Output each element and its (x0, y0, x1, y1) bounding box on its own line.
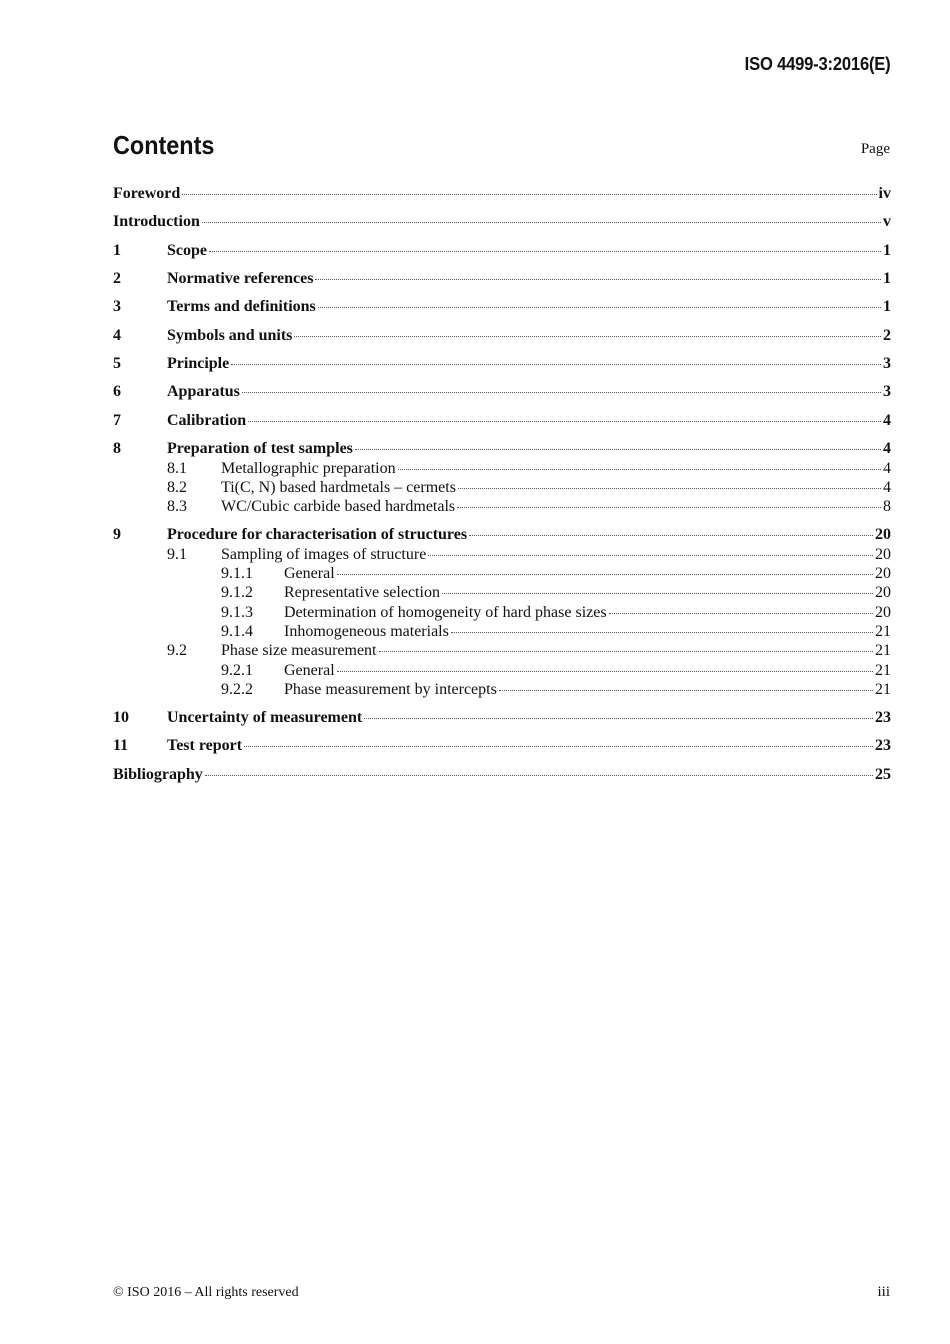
dot-leader (205, 775, 873, 776)
toc-entry-number: 7 (113, 412, 121, 429)
toc-entry[interactable] (113, 440, 891, 458)
toc-entry-page[interactable]: 23 (875, 709, 891, 726)
toc-entry-title[interactable]: Representative selection (284, 584, 440, 601)
dot-leader (355, 449, 881, 450)
dot-leader (294, 336, 881, 337)
toc-entry-page[interactable]: 4 (883, 479, 891, 496)
toc-entry-number: 9.2 (167, 642, 187, 659)
toc-entry-page[interactable]: 2 (883, 327, 891, 344)
toc-entry[interactable] (113, 526, 891, 544)
toc-entry[interactable] (113, 185, 891, 203)
dot-leader (182, 194, 876, 195)
dot-leader (244, 746, 873, 747)
toc-entry-number: 9.2.1 (221, 662, 253, 679)
dot-leader (457, 507, 881, 508)
toc-entry[interactable] (113, 565, 891, 583)
dot-leader (364, 718, 873, 719)
toc-entry[interactable] (113, 623, 891, 641)
toc-entry-title[interactable]: WC/Cubic carbide based hardmetals (221, 498, 456, 515)
toc-entry-title[interactable]: Principle (167, 355, 230, 372)
toc-entry[interactable] (113, 460, 891, 478)
dot-leader (231, 364, 881, 365)
toc-entry[interactable] (113, 213, 891, 231)
toc-entry-number: 9.2.2 (221, 681, 253, 698)
page-number: iii (877, 1284, 890, 1300)
toc-entry-page[interactable]: 21 (875, 681, 891, 698)
toc-entry[interactable] (113, 327, 891, 345)
toc-entry-title[interactable]: General (284, 662, 335, 679)
toc-entry-page[interactable]: 25 (875, 766, 891, 783)
dot-leader (428, 555, 873, 556)
toc-entry-number: 9.1.2 (221, 584, 253, 601)
toc-entry[interactable] (113, 498, 891, 516)
toc-entry-title[interactable]: Symbols and units (167, 327, 293, 344)
toc-entry[interactable] (113, 242, 891, 260)
document-identifier: ISO 4499-3:2016(E) (744, 54, 890, 74)
toc-entry-title[interactable]: Phase size measurement (221, 642, 377, 659)
toc-entry[interactable] (113, 270, 891, 288)
toc-entry-number: 9.1 (167, 546, 187, 563)
copyright-notice: © ISO 2016 – All rights reserved (113, 1285, 299, 1300)
dot-leader (337, 671, 873, 672)
toc-entry-number: 3 (113, 298, 121, 315)
toc-entry[interactable] (113, 298, 891, 316)
toc-entry[interactable] (113, 709, 891, 727)
toc-entry-number: 4 (113, 327, 121, 344)
toc-entry-number: 9 (113, 526, 121, 543)
toc-entry-page[interactable]: 21 (875, 662, 891, 679)
dot-leader (248, 421, 881, 422)
toc-entry-number: 5 (113, 355, 121, 372)
dot-leader (609, 613, 873, 614)
dot-leader (318, 307, 881, 308)
toc-entry-number: 11 (113, 737, 129, 754)
toc-entry-page[interactable]: 4 (883, 460, 891, 477)
toc-entry-title[interactable]: Test report (167, 737, 243, 754)
toc-entry[interactable] (113, 412, 891, 430)
toc-entry-number: 9.1.4 (221, 623, 253, 640)
toc-entry-title[interactable]: Scope (167, 242, 207, 259)
toc-entry-page[interactable]: 20 (875, 584, 891, 601)
toc-entry-number: 10 (113, 709, 129, 726)
dot-leader (315, 279, 881, 280)
toc-entry-title[interactable]: Normative references (167, 270, 314, 287)
toc-entry-title[interactable]: Uncertainty of measurement (167, 709, 363, 726)
toc-entry-page[interactable]: v (883, 213, 891, 230)
toc-entry[interactable] (113, 604, 891, 622)
toc-entry-number: 8.2 (167, 479, 187, 496)
toc-entry-page[interactable]: 3 (883, 355, 891, 372)
toc-entry-number: 8 (113, 440, 121, 457)
toc-entry-number: 9.1.1 (221, 565, 253, 582)
toc-entry[interactable] (113, 479, 891, 497)
toc-entry-page[interactable]: 1 (883, 298, 891, 315)
toc-entry-title[interactable]: Inhomogeneous materials (284, 623, 449, 640)
contents-heading: Contents (113, 130, 215, 160)
toc-entry-page[interactable]: 1 (883, 270, 891, 287)
toc-entry-number: 1 (113, 242, 121, 259)
toc-entry-page[interactable]: 20 (875, 546, 891, 563)
toc-entry[interactable] (113, 662, 891, 680)
toc-entry-number: 6 (113, 383, 121, 400)
toc-entry-number: 8.3 (167, 498, 187, 515)
toc-entry-title[interactable]: Sampling of images of structure (221, 546, 427, 563)
page-column-label: Page (860, 141, 890, 157)
dot-leader (337, 574, 873, 575)
toc-entry[interactable] (113, 355, 891, 373)
toc-entry-title[interactable]: Procedure for characterisation of structures (167, 526, 468, 543)
dot-leader (242, 392, 881, 393)
toc-entry-title[interactable]: Ti(C, N) based hardmetals – cermets (221, 479, 456, 496)
toc-entry[interactable] (113, 737, 891, 755)
toc-entry-title[interactable]: Determination of homogeneity of hard phase sizes (284, 604, 607, 621)
dot-leader (398, 469, 881, 470)
dot-leader (469, 535, 873, 536)
toc-entry[interactable] (113, 383, 891, 401)
toc-entry[interactable] (113, 546, 891, 564)
toc-entry-page[interactable]: iv (878, 185, 891, 202)
toc-entry-page[interactable]: 8 (883, 498, 891, 515)
dot-leader (202, 222, 881, 223)
toc-entry-page[interactable]: 4 (883, 412, 891, 429)
toc-entry-title[interactable]: Terms and definitions (167, 298, 316, 315)
dot-leader (451, 632, 873, 633)
toc-entry-title[interactable]: Metallographic preparation (221, 460, 396, 477)
toc-entry-title[interactable]: Preparation of test samples (167, 440, 353, 457)
toc-entry-number: 2 (113, 270, 121, 287)
toc-entry-title[interactable]: Phase measurement by intercepts (284, 681, 497, 698)
toc-entry-page[interactable]: 20 (875, 604, 891, 621)
toc-entry-page[interactable]: 3 (883, 383, 891, 400)
dot-leader (209, 251, 881, 252)
toc-entry-title[interactable]: Calibration (167, 412, 247, 429)
toc-entry-page[interactable]: 20 (875, 565, 891, 582)
toc-entry[interactable] (113, 681, 891, 699)
toc-entry-title[interactable]: Foreword (113, 185, 181, 202)
toc-entry-page[interactable]: 21 (875, 623, 891, 640)
toc-entry-page[interactable]: 1 (883, 242, 891, 259)
toc-entry-page[interactable]: 20 (875, 526, 891, 543)
toc-entry-page[interactable]: 23 (875, 737, 891, 754)
toc-entry-number: 9.1.3 (221, 604, 253, 621)
dot-leader (458, 488, 881, 489)
dot-leader (499, 690, 873, 691)
toc-entry-title[interactable]: General (284, 565, 335, 582)
toc-entry-title[interactable]: Introduction (113, 213, 200, 230)
toc-entry-title[interactable]: Apparatus (167, 383, 240, 400)
toc-entry[interactable] (113, 584, 891, 602)
toc-entry[interactable] (113, 642, 891, 660)
toc-entry-number: 8.1 (167, 460, 187, 477)
dot-leader (379, 651, 874, 652)
dot-leader (442, 593, 873, 594)
toc-entry-page[interactable]: 21 (875, 642, 891, 659)
toc-entry-title[interactable]: Bibliography (113, 766, 203, 783)
toc-entry[interactable] (113, 766, 891, 784)
toc-entry-page[interactable]: 4 (883, 440, 891, 457)
